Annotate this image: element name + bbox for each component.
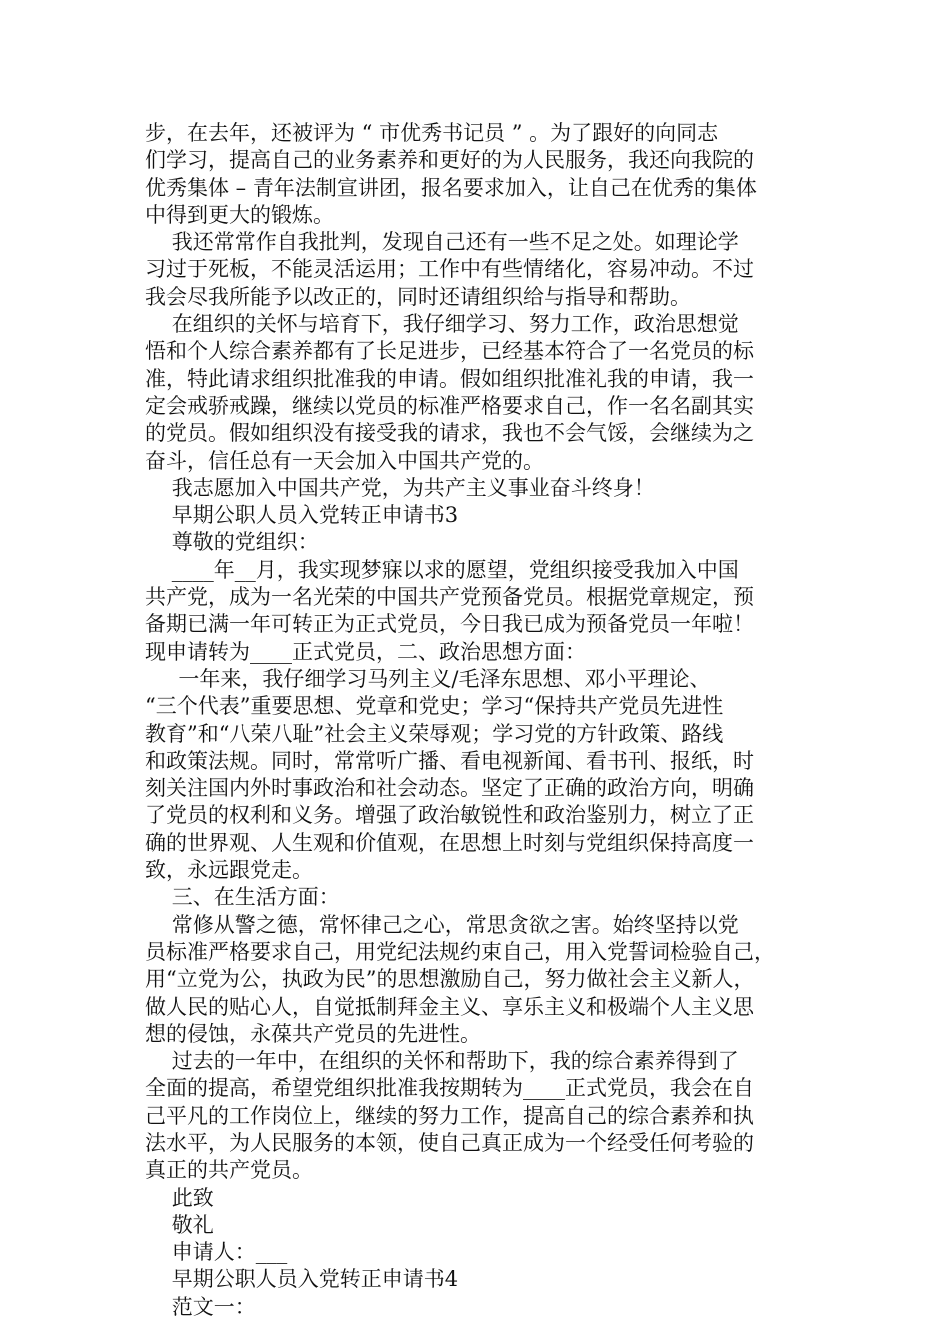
text-line: 我志愿加入中国共产党，为共产主义事业奋斗终身！	[145, 475, 655, 500]
text-line: 刻关注国内外时事政治和社会动态。坚定了正确的政治方向，明确	[145, 776, 754, 801]
text-line: 常修从警之德，常怀律己之心，常思贪欲之害。始终坚持以党	[145, 912, 739, 937]
text-line: 过去的一年中，在组织的关怀和帮助下，我的综合素养得到了	[145, 1049, 739, 1074]
text-line: 己平凡的工作岗位上，继续的努力工作，提高自己的综合素养和执	[145, 1103, 754, 1128]
text-line: 备期已满一年可转正为正式党员，今日我已成为预备党员一年啦！	[145, 612, 754, 637]
text-line: 了党员的权利和义务。增强了政治敏锐性和政治鉴别力，树立了正	[145, 803, 754, 828]
text-line: 的党员。假如组织没有接受我的请求，我也不会气馁，会继续为之	[145, 421, 754, 446]
closing-line: 此致	[145, 1185, 214, 1210]
text-line: 法水平，为人民服务的本领，使自己真正成为一个经受任何考验的	[145, 1130, 754, 1155]
text-line: 确的世界观、人生观和价值观，在思想上时刻与党组织保持高度一	[145, 830, 754, 855]
text-line: 想的侵蚀，永葆共产党员的先进性。	[145, 1021, 481, 1046]
text-line: 优秀集体 – 青年法制宣讲团，报名要求加入，让自己在优秀的集体	[145, 175, 757, 200]
section-heading: 三、在生活方面：	[145, 885, 340, 910]
text-line: 准，特此请求组织批准我的申请。假如组织批准礼我的申请，我一	[145, 366, 754, 391]
text-line: 教育”和“八荣八耻”社会主义荣辱观；学习党的方针政策、路线	[145, 721, 724, 746]
section-title: 早期公职人员入党转正申请书3	[145, 503, 459, 528]
text-line: 一年来，我仔细学习马列主义/毛泽东思想、邓小平理论、	[145, 666, 711, 691]
salutation: 尊敬的党组织：	[145, 530, 319, 555]
text-line: ____年__月，我实现梦寐以求的愿望，党组织接受我加入中国	[145, 557, 739, 582]
text-line: 们学习，提高自己的业务素养和更好的为人民服务，我还向我院的	[145, 148, 754, 173]
closing-line: 敬礼	[145, 1212, 214, 1237]
text-line: 范文一：	[145, 1294, 256, 1319]
text-line: 共产党，成为一名光荣的中国共产党预备党员。根据党章规定，预	[145, 585, 754, 610]
text-line: 悟和个人综合素养都有了长足进步，已经基本符合了一名党员的标	[145, 339, 754, 364]
text-line: 我会尽我所能予以改正的，同时还请组织给与指导和帮助。	[145, 284, 691, 309]
text-line: 用“立党为公，执政为民”的思想激励自己，努力做社会主义新人，	[145, 967, 755, 992]
text-line: 我还常常作自我批判，发现自己还有一些不足之处。如理论学	[145, 230, 739, 255]
text-line: 中得到更大的锻炼。	[145, 202, 334, 227]
text-line: 奋斗，信任总有一天会加入中国共产党的。	[145, 448, 544, 473]
text-line: 在组织的关怀与培育下，我仔细学习、努力工作，政治思想觉	[145, 312, 739, 337]
section-title: 早期公职人员入党转正申请书4	[145, 1267, 459, 1292]
text-line: 全面的提高，希望党组织批准我按期转为____正式党员，我会在自	[145, 1076, 754, 1101]
text-line: 员标准严格要求自己，用党纪法规约束自己，用入党誓词检验自己，	[145, 939, 775, 964]
text-line: 致，永远跟党走。	[145, 858, 313, 883]
text-line: 习过于死板，不能灵活运用；工作中有些情绪化，容易冲动。不过	[145, 257, 754, 282]
text-line: 步，在去年，还被评为 “ 市优秀书记员 ” 。为了跟好的向同志	[145, 121, 719, 145]
text-line: 真正的共产党员。	[145, 1158, 313, 1183]
document-body	[145, 120, 810, 1321]
text-line: 现申请转为____正式党员，二、政治思想方面：	[145, 639, 586, 664]
text-line: 定会戒骄戒躁，继续以党员的标准严格要求自己，作一名名副其实	[145, 393, 754, 418]
applicant-line: 申请人：___	[145, 1240, 288, 1265]
text-line: “三个代表”重要思想、党章和党史；学习“保持共产党员先进性	[145, 694, 724, 719]
text-line: 做人民的贴心人，自觉抵制拜金主义、享乐主义和极端个人主义思	[145, 994, 754, 1019]
text-line: 和政策法规。同时，常常听广播、看电视新闻、看书刊、报纸，时	[145, 748, 754, 773]
